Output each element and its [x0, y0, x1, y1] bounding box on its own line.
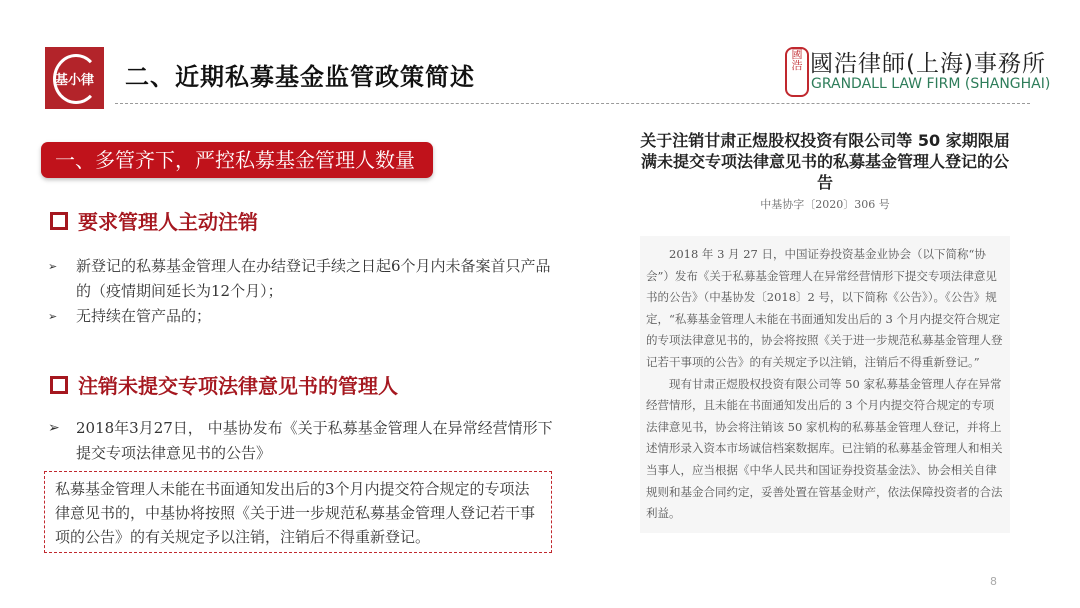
quote-box: 私募基金管理人未能在书面通知发出后的3个月内提交符合规定的专项法律意见书的，中基协将按照《关于进一步规范私募基金管理人登记若干事项的公告》的有关规定予以注销，注销后不得重新登记。: [44, 471, 552, 553]
document-paragraph: 2018 年 3 月 27 日，中国证券投资基金业协会（以下简称“协会”）发布《关于私募基金管理人在异常经营情形下提交专项法律意见书的公告》（中基协发〔2018〕2 号，以下简称《公告》）。《公告》规定，“私募基金管理人未能在书面通知发出后的 3 个月内提交符合规定的专项法律意见书的，协会将按照《关于进一步规范私募基金管理人登记若干事项的公告》的有关规定予以注销，注销后不得重新登记。”: [646, 247, 1003, 369]
firm-name-cn: 國浩律師(上海)事務所: [810, 51, 1046, 77]
subheading-deregister-unsubmitted: [50, 370, 398, 399]
arrow-bullet-icon: ➢: [48, 260, 58, 273]
logo: [45, 47, 104, 109]
firm-name-en: GRANDALL LAW FIRM (SHANGHAI): [811, 76, 1051, 92]
square-bullet-icon: [50, 376, 68, 394]
document-body: [640, 236, 1010, 533]
bullet-text: 新登记的私募基金管理人在办结登记手续之日起6个月内未备案首只产品的（疫情期间延长为12个月）；: [76, 257, 551, 300]
title-divider: [115, 103, 1030, 104]
subheading-text: 注销未提交专项法律意见书的管理人: [78, 374, 398, 398]
subheading-text: 要求管理人主动注销: [78, 210, 258, 234]
arrow-bullet-icon: ➢: [48, 310, 58, 323]
arrow-bullet-icon: ➢: [48, 420, 60, 436]
page-number: 8: [990, 575, 997, 588]
bullet-item: [48, 254, 556, 304]
subheading-active-deregistration: [50, 206, 258, 235]
bullet-text: 无持续在管产品的；: [76, 307, 212, 325]
firm-seal-icon: 國浩: [785, 47, 809, 97]
announcement-document: [640, 130, 1010, 533]
section-banner: 一、多管齐下，严控私募基金管理人数量: [41, 142, 433, 178]
logo-text: 基小律: [55, 73, 95, 88]
document-paragraph: 现有甘肃正煜股权投资有限公司等 50 家私募基金管理人存在异常经营情形，且未能在书面通知发出后的 3 个月内提交符合规定的专项法律意见书，协会将注销该 50 家机构的私募基金管理人登记，并将上述情形录入资本市场诚信档案数据库。已注销的私募基金管理人和相关当事人，应当根据《中华人民共和国证券投资基金法》、协会相关自律规则和基金合同约定，妥善处置在管基金财产，依法保障投资者的合法利益。: [646, 376, 1003, 521]
bullet-text: 2018年3月27日， 中基协发布《关于私募基金管理人在异常经营情形下提交专项法律意见书的公告》: [76, 419, 553, 462]
page-title: 二、近期私募基金监管政策简述: [125, 63, 475, 91]
bullet-item: [48, 416, 556, 466]
square-bullet-icon: [50, 212, 68, 230]
bullet-item: [48, 304, 556, 329]
document-number: 中基协字〔2020〕306 号: [760, 198, 890, 211]
document-title: 关于注销甘肃正煜股权投资有限公司等 50 家期限届满未提交专项法律意见书的私募基金管理人登记的公告: [640, 131, 1010, 192]
